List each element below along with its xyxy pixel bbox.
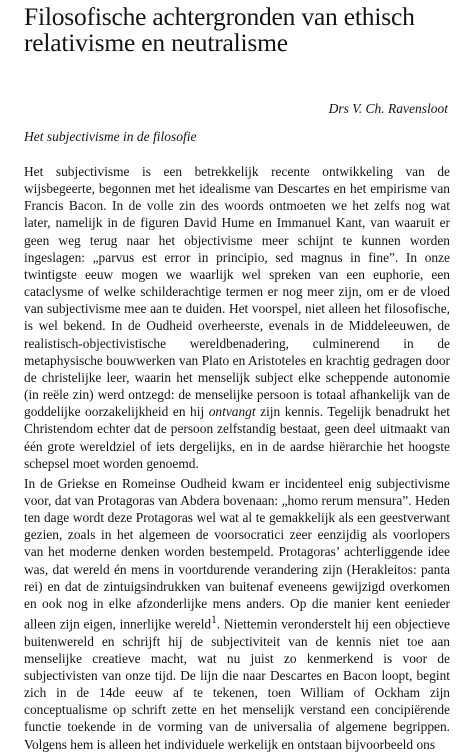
author-byline: Drs V. Ch. Ravensloot — [328, 101, 448, 116]
emphasized-word: ontvangt — [208, 404, 256, 420]
paragraph-2 — [24, 475, 450, 753]
article-body — [24, 163, 450, 753]
section-heading: Het subjectivisme in de filosofie — [24, 129, 197, 144]
article-title: Filosofische achtergronden van ethisch relativisme en neutralisme — [24, 2, 415, 57]
paragraph-text: zijn kennis. Tegelijk benadrukt het Christendom echter dat de persoon zelfstandig bestaat, geen deel uitmaakt van één grote wereldziel of iets dergelijks, en in de aardse hiërarchie het hoogste schepsel moet worden genoemd. — [24, 404, 451, 471]
footnote-marker[interactable]: 1 — [211, 614, 217, 627]
paragraph-text: . Niettemin veronderstelt hij een objectieve buitenwereld en schrijft hij de subjectiviteit van de kennis niet toe aan menselijke creatieve macht, wat nu juist zo kenmerkend is voor de subjectivisten van onze tijd. De lijn die naar Descartes en Bacon loopt, begint zich in de 14de eeuw af te tekenen, toen William of Ockham zijn conceptualisme op schrift zette en het menselijk verstand een concipiërende functie toekende in de vorming van de universalia of algemene begrippen. Volgens hem is alleen het individuele werkelijk en ontstaan bijvoorbeeld ons — [24, 616, 451, 752]
paragraph-text: Het subjectivisme is een betrekkelijk recente ontwikkeling van de wijsbegeerte, begonnen met het idealisme van Descartes en het empirisme van Francis Bacon. In de volle zin des woords ontmoeten we het zelfs nog wat later, namelijk in de figuren David Hume en Immanuel Kant, van waaruit er geen weg terug naar het objectivisme meer schijnt te kunnen worden ingeslagen: „parvus est error in principio, sed magnus in fine”. In onze twintigste eeuw mogen we waarlijk wel spreken van een euphorie, een cataclysme of welke schilderachtige termen er nog meer zijn, om er de vloed van subjectivisme mee aan te duiden. Het voorspel, niet alleen het filosofische, is wel bekend. In de Oudheid overheerste, evenals in de Middeleeuwen, de realistisch-objectivistische wereldbenadering, culminerend in de metaphysische bouwwerken van Plato en Aristoteles en krachtig gedragen door de christelijke leer, waarin het menselijk subject elke scheppende autonomie (in reële zin) werd ontzegd: de menselijke persoon is totaal afhankelijk van de goddelijke oorzakelijkheid en hij — [24, 164, 450, 420]
paragraph-text: In de Griekse en Romeinse Oudheid kwam er incidenteel enig subjectivisme voor, dat van Protagoras van Abdera bovenaan: „homo rerum mensura”. Heden ten dage wordt deze Protagoras wel wat al te gemakkelijk als een geestverwant gezien, zoals in het algemeen de voorsocratici zeer eenzijdig als voorlopers van het moderne denken worden bestempeld. Protagoras’ achterliggende idee was, dat wereld én mens in voortdurende verandering zijn (Herakleitos: panta rei) en dat de zintuigsindrukken van buitenaf eveneens gewijzigd overkomen en ook nog in elke afzonderlijke mens anders. Op die manier kent eenieder alleen zijn eigen, innerlijke wereld — [24, 475, 450, 632]
paragraph-1 — [24, 163, 450, 472]
